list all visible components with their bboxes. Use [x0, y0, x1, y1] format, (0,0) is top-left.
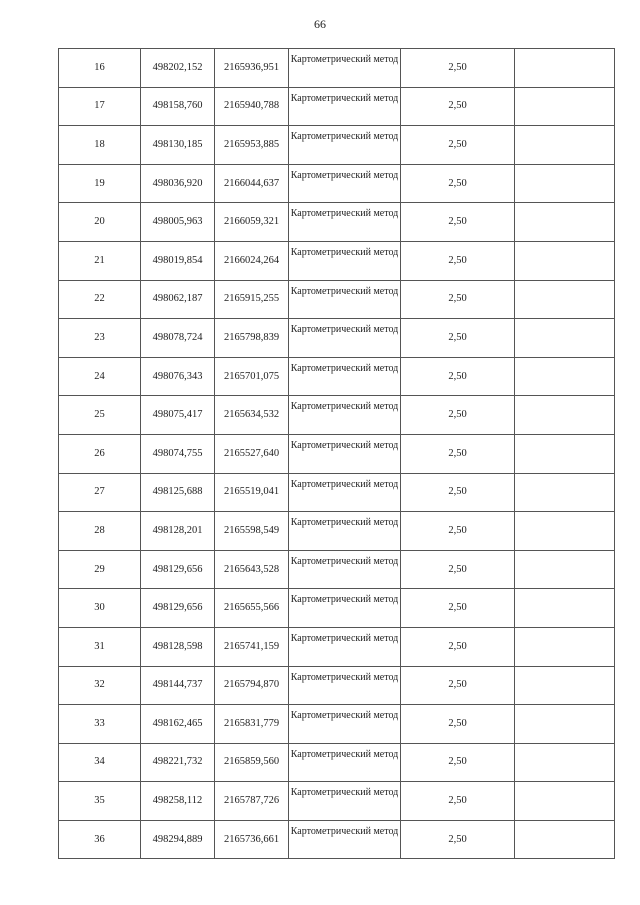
y-coordinate-cell: 2165787,726 [215, 782, 289, 821]
y-coordinate-cell: 2166024,264 [215, 241, 289, 280]
y-coordinate-cell: 2165859,560 [215, 743, 289, 782]
x-coordinate-cell: 498129,656 [141, 550, 215, 589]
method-cell: Картометрический метод [289, 396, 401, 435]
x-coordinate-cell: 498258,112 [141, 782, 215, 821]
point-number-cell: 16 [59, 49, 141, 88]
method-cell: Картометрический метод [289, 241, 401, 280]
point-number-cell: 23 [59, 319, 141, 358]
accuracy-cell: 2,50 [401, 512, 515, 551]
table-row [59, 627, 615, 666]
accuracy-cell: 2,50 [401, 434, 515, 473]
table-row [59, 705, 615, 744]
x-coordinate-cell: 498162,465 [141, 705, 215, 744]
table-row [59, 743, 615, 782]
accuracy-cell: 2,50 [401, 203, 515, 242]
accuracy-cell: 2,50 [401, 666, 515, 705]
note-cell [515, 164, 615, 203]
point-number-cell: 25 [59, 396, 141, 435]
method-cell: Картометрический метод [289, 743, 401, 782]
point-number-cell: 27 [59, 473, 141, 512]
x-coordinate-cell: 498130,185 [141, 126, 215, 165]
point-number-cell: 22 [59, 280, 141, 319]
method-cell: Картометрический метод [289, 87, 401, 126]
note-cell [515, 396, 615, 435]
method-cell: Картометрический метод [289, 627, 401, 666]
point-number-cell: 31 [59, 627, 141, 666]
point-number-cell: 24 [59, 357, 141, 396]
note-cell [515, 126, 615, 165]
note-cell [515, 512, 615, 551]
x-coordinate-cell: 498128,598 [141, 627, 215, 666]
point-number-cell: 29 [59, 550, 141, 589]
note-cell [515, 241, 615, 280]
note-cell [515, 820, 615, 859]
table-row [59, 396, 615, 435]
accuracy-cell: 2,50 [401, 164, 515, 203]
accuracy-cell: 2,50 [401, 820, 515, 859]
accuracy-cell: 2,50 [401, 589, 515, 628]
accuracy-cell: 2,50 [401, 782, 515, 821]
point-number-cell: 35 [59, 782, 141, 821]
accuracy-cell: 2,50 [401, 705, 515, 744]
x-coordinate-cell: 498202,152 [141, 49, 215, 88]
accuracy-cell: 2,50 [401, 473, 515, 512]
accuracy-cell: 2,50 [401, 87, 515, 126]
method-cell: Картометрический метод [289, 705, 401, 744]
x-coordinate-cell: 498294,889 [141, 820, 215, 859]
method-cell: Картометрический метод [289, 782, 401, 821]
x-coordinate-cell: 498125,688 [141, 473, 215, 512]
table-row [59, 589, 615, 628]
accuracy-cell: 2,50 [401, 126, 515, 165]
note-cell [515, 280, 615, 319]
table-row [59, 473, 615, 512]
table-row [59, 782, 615, 821]
method-cell: Картометрический метод [289, 126, 401, 165]
table-row [59, 357, 615, 396]
table-row [59, 280, 615, 319]
note-cell [515, 743, 615, 782]
y-coordinate-cell: 2165831,779 [215, 705, 289, 744]
accuracy-cell: 2,50 [401, 396, 515, 435]
table-row [59, 164, 615, 203]
point-number-cell: 18 [59, 126, 141, 165]
accuracy-cell: 2,50 [401, 550, 515, 589]
y-coordinate-cell: 2165915,255 [215, 280, 289, 319]
note-cell [515, 589, 615, 628]
x-coordinate-cell: 498005,963 [141, 203, 215, 242]
point-number-cell: 26 [59, 434, 141, 473]
point-number-cell: 21 [59, 241, 141, 280]
note-cell [515, 782, 615, 821]
y-coordinate-cell: 2165936,951 [215, 49, 289, 88]
method-cell: Картометрический метод [289, 319, 401, 358]
method-cell: Картометрический метод [289, 473, 401, 512]
method-cell: Картометрический метод [289, 512, 401, 551]
y-coordinate-cell: 2165634,532 [215, 396, 289, 435]
x-coordinate-cell: 498075,417 [141, 396, 215, 435]
point-number-cell: 33 [59, 705, 141, 744]
table-row [59, 319, 615, 358]
method-cell: Картометрический метод [289, 589, 401, 628]
point-number-cell: 36 [59, 820, 141, 859]
point-number-cell: 30 [59, 589, 141, 628]
x-coordinate-cell: 498078,724 [141, 319, 215, 358]
accuracy-cell: 2,50 [401, 319, 515, 358]
note-cell [515, 357, 615, 396]
y-coordinate-cell: 2166044,637 [215, 164, 289, 203]
y-coordinate-cell: 2165794,870 [215, 666, 289, 705]
y-coordinate-cell: 2165701,075 [215, 357, 289, 396]
note-cell [515, 627, 615, 666]
y-coordinate-cell: 2165527,640 [215, 434, 289, 473]
table-row [59, 241, 615, 280]
point-number-cell: 32 [59, 666, 141, 705]
accuracy-cell: 2,50 [401, 280, 515, 319]
coordinates-table [58, 48, 615, 859]
x-coordinate-cell: 498076,343 [141, 357, 215, 396]
x-coordinate-cell: 498129,656 [141, 589, 215, 628]
note-cell [515, 705, 615, 744]
accuracy-cell: 2,50 [401, 627, 515, 666]
x-coordinate-cell: 498221,732 [141, 743, 215, 782]
x-coordinate-cell: 498019,854 [141, 241, 215, 280]
note-cell [515, 319, 615, 358]
table-row [59, 820, 615, 859]
note-cell [515, 87, 615, 126]
x-coordinate-cell: 498074,755 [141, 434, 215, 473]
note-cell [515, 203, 615, 242]
note-cell [515, 550, 615, 589]
coordinates-table-body [59, 49, 615, 859]
x-coordinate-cell: 498062,187 [141, 280, 215, 319]
method-cell: Картометрический метод [289, 164, 401, 203]
method-cell: Картометрический метод [289, 203, 401, 242]
note-cell [515, 473, 615, 512]
point-number-cell: 20 [59, 203, 141, 242]
table-row [59, 550, 615, 589]
table-row [59, 87, 615, 126]
x-coordinate-cell: 498128,201 [141, 512, 215, 551]
accuracy-cell: 2,50 [401, 49, 515, 88]
note-cell [515, 666, 615, 705]
table-row [59, 434, 615, 473]
note-cell [515, 49, 615, 88]
method-cell: Картометрический метод [289, 49, 401, 88]
point-number-cell: 28 [59, 512, 141, 551]
y-coordinate-cell: 2165798,839 [215, 319, 289, 358]
method-cell: Картометрический метод [289, 550, 401, 589]
y-coordinate-cell: 2165655,566 [215, 589, 289, 628]
method-cell: Картометрический метод [289, 280, 401, 319]
x-coordinate-cell: 498036,920 [141, 164, 215, 203]
page-number: 66 [314, 17, 326, 31]
table-row [59, 126, 615, 165]
accuracy-cell: 2,50 [401, 357, 515, 396]
table-row [59, 666, 615, 705]
table-row [59, 49, 615, 88]
y-coordinate-cell: 2165953,885 [215, 126, 289, 165]
y-coordinate-cell: 2165736,661 [215, 820, 289, 859]
point-number-cell: 17 [59, 87, 141, 126]
x-coordinate-cell: 498144,737 [141, 666, 215, 705]
point-number-cell: 19 [59, 164, 141, 203]
y-coordinate-cell: 2165940,788 [215, 87, 289, 126]
y-coordinate-cell: 2166059,321 [215, 203, 289, 242]
y-coordinate-cell: 2165741,159 [215, 627, 289, 666]
y-coordinate-cell: 2165598,549 [215, 512, 289, 551]
table-row [59, 512, 615, 551]
method-cell: Картометрический метод [289, 820, 401, 859]
note-cell [515, 434, 615, 473]
table-row [59, 203, 615, 242]
y-coordinate-cell: 2165519,041 [215, 473, 289, 512]
accuracy-cell: 2,50 [401, 743, 515, 782]
method-cell: Картометрический метод [289, 357, 401, 396]
accuracy-cell: 2,50 [401, 241, 515, 280]
method-cell: Картометрический метод [289, 434, 401, 473]
point-number-cell: 34 [59, 743, 141, 782]
y-coordinate-cell: 2165643,528 [215, 550, 289, 589]
method-cell: Картометрический метод [289, 666, 401, 705]
x-coordinate-cell: 498158,760 [141, 87, 215, 126]
